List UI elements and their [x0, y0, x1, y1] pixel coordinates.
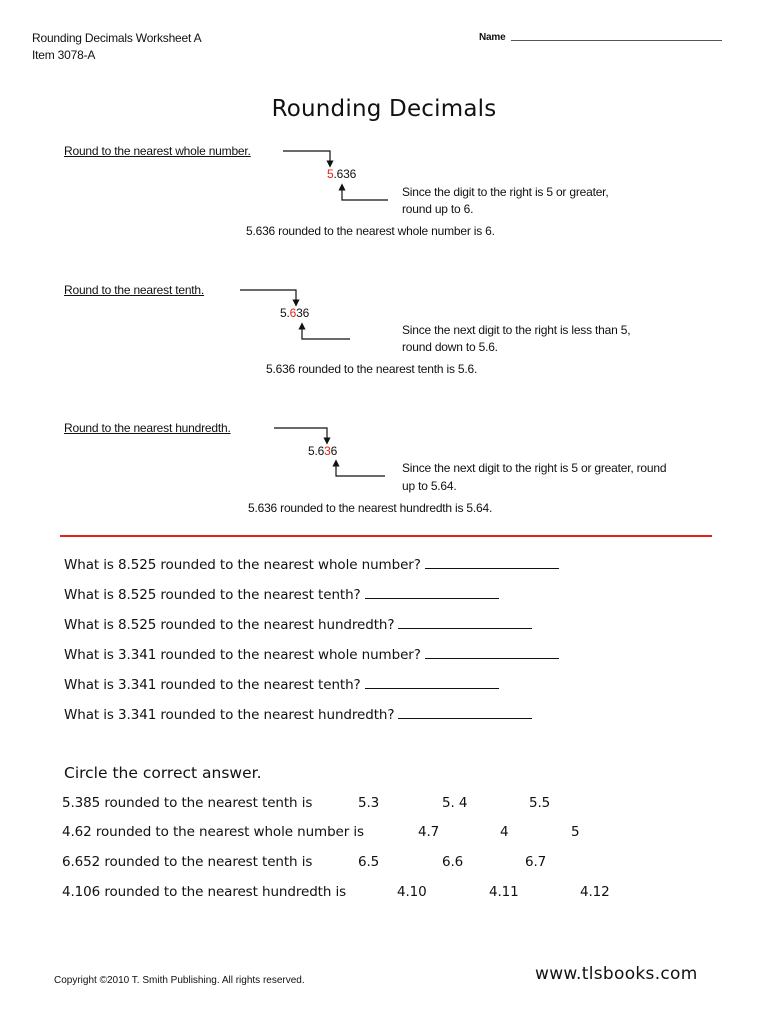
answer-option[interactable]: 6.6: [442, 854, 464, 870]
arrow-down-3: [274, 428, 327, 441]
example-explanation-line2: up to 5.64.: [402, 479, 457, 493]
answer-option[interactable]: 5. 4: [442, 795, 468, 811]
worksheet-title: Rounding Decimals Worksheet A: [32, 31, 202, 45]
example-number: 5.636: [308, 444, 338, 458]
page-title: Rounding Decimals: [271, 96, 497, 122]
arrow-down-2: [240, 290, 296, 303]
question-row: What is 3.341 rounded to the nearest hundredth?: [64, 706, 532, 723]
example-explanation-line1: Since the next digit to the right is 5 or greater, round: [402, 461, 667, 475]
name-label: Name: [479, 32, 506, 43]
arrow-down-1: [283, 151, 330, 164]
rounding-digit: 6: [289, 306, 297, 320]
question-row: What is 3.341 rounded to the nearest whole number?: [64, 646, 559, 663]
circle-heading: Circle the correct answer.: [64, 764, 262, 782]
example-heading: Round to the nearest whole number.: [64, 144, 251, 158]
example-explanation-line1: Since the digit to the right is 5 or greater,: [402, 185, 609, 199]
answer-option[interactable]: 4.11: [489, 884, 519, 900]
rounding-digit: 3: [324, 444, 331, 458]
question-row: What is 8.525 rounded to the nearest hundredth?: [64, 616, 532, 633]
answer-option[interactable]: 5.3: [358, 795, 380, 811]
example-number: 5.636: [280, 306, 310, 320]
answer-option[interactable]: 4: [500, 824, 509, 840]
answer-option[interactable]: 5.5: [529, 795, 551, 811]
answer-option[interactable]: 4.12: [580, 884, 610, 900]
answer-option[interactable]: 4.10: [397, 884, 427, 900]
circle-prompt: 6.652 rounded to the nearest tenth is: [62, 854, 313, 870]
arrow-up-3: [336, 463, 385, 476]
section-divider: [60, 535, 712, 537]
answer-blank[interactable]: [398, 706, 532, 719]
example-explanation-line2: round down to 5.6.: [402, 340, 498, 354]
answer-blank[interactable]: [425, 556, 559, 569]
copyright: Copyright ©2010 T. Smith Publishing. All rights reserved.: [54, 975, 305, 986]
arrow-up-1: [342, 187, 388, 200]
answer-option[interactable]: 4.7: [418, 824, 440, 840]
example-result: 5.636 rounded to the nearest hundredth is 5.64.: [248, 501, 493, 515]
answer-option[interactable]: 6.5: [358, 854, 380, 870]
question-row: What is 3.341 rounded to the nearest tenth?: [64, 676, 499, 693]
circle-prompt: 4.106 rounded to the nearest hundredth is: [62, 884, 347, 900]
question-row: What is 8.525 rounded to the nearest whole number?: [64, 556, 559, 573]
example-heading: Round to the nearest tenth.: [64, 283, 205, 297]
question-row: What is 8.525 rounded to the nearest tenth?: [64, 586, 499, 603]
answer-blank[interactable]: [365, 586, 499, 599]
answer-blank[interactable]: [425, 646, 559, 659]
example-explanation-line1: Since the next digit to the right is less than 5,: [402, 323, 631, 337]
answer-blank[interactable]: [398, 616, 532, 629]
circle-prompt: 5.385 rounded to the nearest tenth is: [62, 795, 313, 811]
arrow-up-2: [302, 326, 350, 339]
example-result: 5.636 rounded to the nearest tenth is 5.6.: [266, 362, 478, 376]
answer-blank[interactable]: [365, 676, 499, 689]
answer-option[interactable]: 6.7: [525, 854, 547, 870]
example-number: 5.636: [327, 167, 357, 181]
item-number: Item 3078-A: [32, 48, 96, 62]
answer-option[interactable]: 5: [571, 824, 580, 840]
example-result: 5.636 rounded to the nearest whole number is 6.: [246, 224, 495, 238]
website-link[interactable]: www.tlsbooks.com: [535, 964, 698, 984]
example-explanation-line2: round up to 6.: [402, 202, 474, 216]
example-heading: Round to the nearest hundredth.: [64, 421, 231, 435]
circle-prompt: 4.62 rounded to the nearest whole number is: [62, 824, 364, 840]
rounding-digit: 5: [327, 167, 334, 181]
